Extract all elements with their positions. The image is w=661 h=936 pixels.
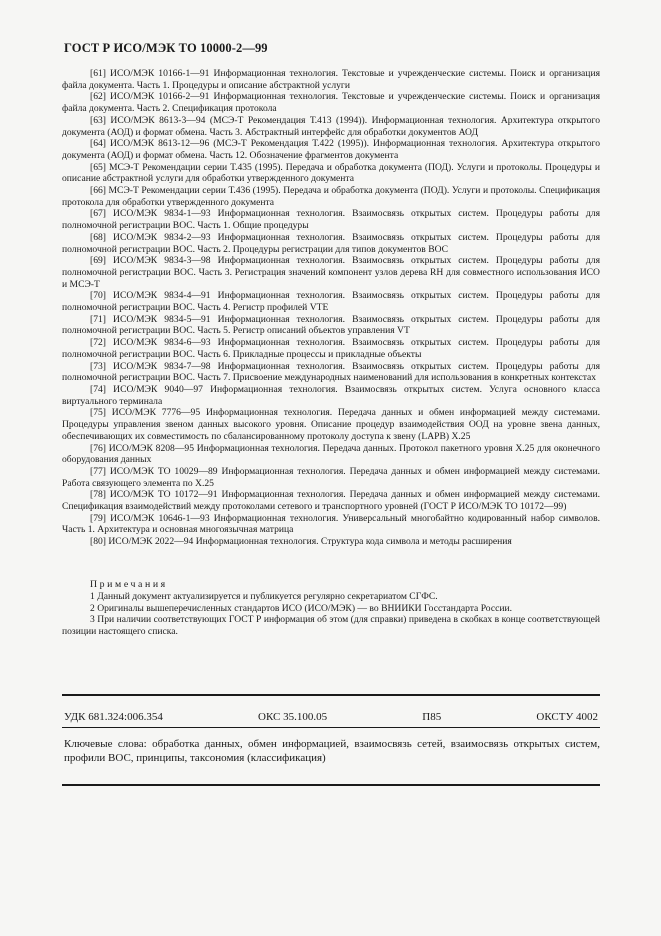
reference-item: [73] ИСО/МЭК 9834-7—98 Информационная технология. Взаимосвязь открытых систем. Процедуры работы для полномочной регистрации ВОС. Часть 7. Присвоение международных наименований для использования в конкретных контекстах [62,360,600,384]
reference-list [62,68,600,548]
notes-title: Примечания [90,579,168,590]
reference-item: [78] ИСО/МЭК ТО 10172—91 Информационная технология. Передача данных и обмен информацией между системами. Спецификация взаимодействий между протоколами сетевого и транспортного уровней (ГОСТ Р ИСО/МЭК ТО 10172—99) [62,489,600,513]
reference-item: [64] ИСО/МЭК 8613-12—96 (МСЭ-Т Рекомендация Т.422 (1995)). Информационная технология. Архитектура открытого документа (АОД) и формат обмена. Часть 12. Обозначение фрагментов документа [62,138,600,161]
note-item: 1 Данный документ актуализируется и публикуется регулярно секретариатом СГФС. [90,591,438,602]
notes-section [62,579,600,638]
reference-item: [74] ИСО/МЭК 9040—97 Информационная технология. Взаимосвязь открытых систем. Услуга основного класса виртуального терминала [62,383,600,407]
reference-item: [65] МСЭ-Т Рекомендации серии Т.435 (1995). Передача и обработка документа (ПОД). Услуги и протоколы. Процедуры и описание абстрактной услуги для обработки утвержденного документа [62,161,600,185]
reference-item: [79] ИСО/МЭК 10646-1—93 Информационная технология. Универсальный многобайтно кодированный набор символов. Часть 1. Архитектура и основная многоязычная матрица [62,512,600,536]
reference-item: [68] ИСО/МЭК 9834-2—93 Информационная технология. Взаимосвязь открытых систем. Процедуры работы для полномочной регистрации ВОС. Часть 2. Процедуры регистрации для типов документов ВОС [62,231,600,255]
group-code: П85 [422,711,442,723]
note-item: 2 Оригиналы вышеперечисленных стандартов ИСО (ИСО/МЭК) — во ВНИИКИ Госстандарта России. [90,602,513,614]
udk-code: УДК 681.324:006.354 [64,711,163,723]
reference-item: [80] ИСО/МЭК 2022—94 Информационная технология. Структура кода символа и методы расширения [90,536,512,548]
reference-item: [71] ИСО/МЭК 9834-5—91 Информационная технология. Взаимосвязь открытых систем. Процедуры работы для полномочной регистрации ВОС. Часть 5. Регистр описаний объектов управления VT [62,313,600,337]
reference-item: [66] МСЭ-Т Рекомендации серии Т.436 (1995). Передача и обработка документа (ПОД). Услуги и протоколы. Спецификация протокола для обработки утвержденного документа [62,185,600,208]
footer-bottom-rule [62,784,600,786]
keywords: Ключевые слова: обработка данных, обмен информацией, взаимосвязь сетей, взаимосвязь открытых систем, профили ВОС, принципы, таксономия (классификация) [64,738,600,764]
classification-rule [62,727,600,728]
reference-item: [75] ИСО/МЭК 7776—95 Информационная технология. Передача данных и обмен информацией между системами. Процедуры управления звеном данных высокого уровня. Описание процедур взаимодействия ООД на уровне звена данных, обеспечивающих их совместимость по сбалансированному протоколу доступа к звену (LAPB) X.25 [62,407,600,442]
okstu-code: ОКСТУ 4002 [536,711,598,723]
classification-row [64,711,598,723]
reference-item: [70] ИСО/МЭК 9834-4—91 Информационная технология. Взаимосвязь открытых систем. Процедуры работы для полномочной регистрации ВОС. Часть 4. Регистр профилей VTE [62,290,600,314]
reference-item: [72] ИСО/МЭК 9834-6—93 Информационная технология. Взаимосвязь открытых систем. Процедуры работы для полномочной регистрации ВОС. Часть 6. Прикладные процессы и прикладные объекты [62,337,600,360]
reference-item: [67] ИСО/МЭК 9834-1—93 Информационная технология. Взаимосвязь открытых систем. Процедуры работы для полномочной регистрации ВОС. Часть 1. Общие процедуры [62,208,600,232]
note-item: 3 При наличии соответствующих ГОСТ Р информация об этом (для справки) приведена в скобках в конце соответствующей позиции настоящего списка. [62,614,600,638]
page-header-title: ГОСТ Р ИСО/МЭК ТО 10000-2—99 [64,41,268,55]
oks-code: ОКС 35.100.05 [258,711,328,723]
reference-item: [61] ИСО/МЭК 10166-1—91 Информационная технология. Текстовые и учрежденческие системы. Поиск и организация файла документа. Часть 1. Процедуры и описание абстрактной услуги [62,68,600,91]
reference-item: [63] ИСО/МЭК 8613-3—94 (МСЭ-Т Рекомендация Т.413 (1994)). Информационная технология. Архитектура открытого документа (АОД) и формат обмена. Часть 3. Абстрактный интерфейс для обработки документов АОД [62,114,600,138]
reference-item: [76] ИСО/МЭК 8208—95 Информационная технология. Передача данных. Протокол пакетного уровня X.25 для оконечного оборудования данных [62,442,600,466]
footer-top-rule [62,694,600,696]
reference-item: [77] ИСО/МЭК ТО 10029—89 Информационная технология. Передача данных и обмен информацией между системами. Работа связующего элемента по X.25 [62,465,600,489]
reference-item: [69] ИСО/МЭК 9834-3—98 Информационная технология. Взаимосвязь открытых систем. Процедуры работы для полномочной регистрации ВОС. Часть 3. Регистрация значений компонент узлов дерева RH для совместного использования ИСО и МСЭ-Т [62,255,600,290]
reference-item: [62] ИСО/МЭК 10166-2—91 Информационная технология. Текстовые и учрежденческие системы. Поиск и организация файла документа. Часть 2. Спецификация протокола [62,91,600,115]
